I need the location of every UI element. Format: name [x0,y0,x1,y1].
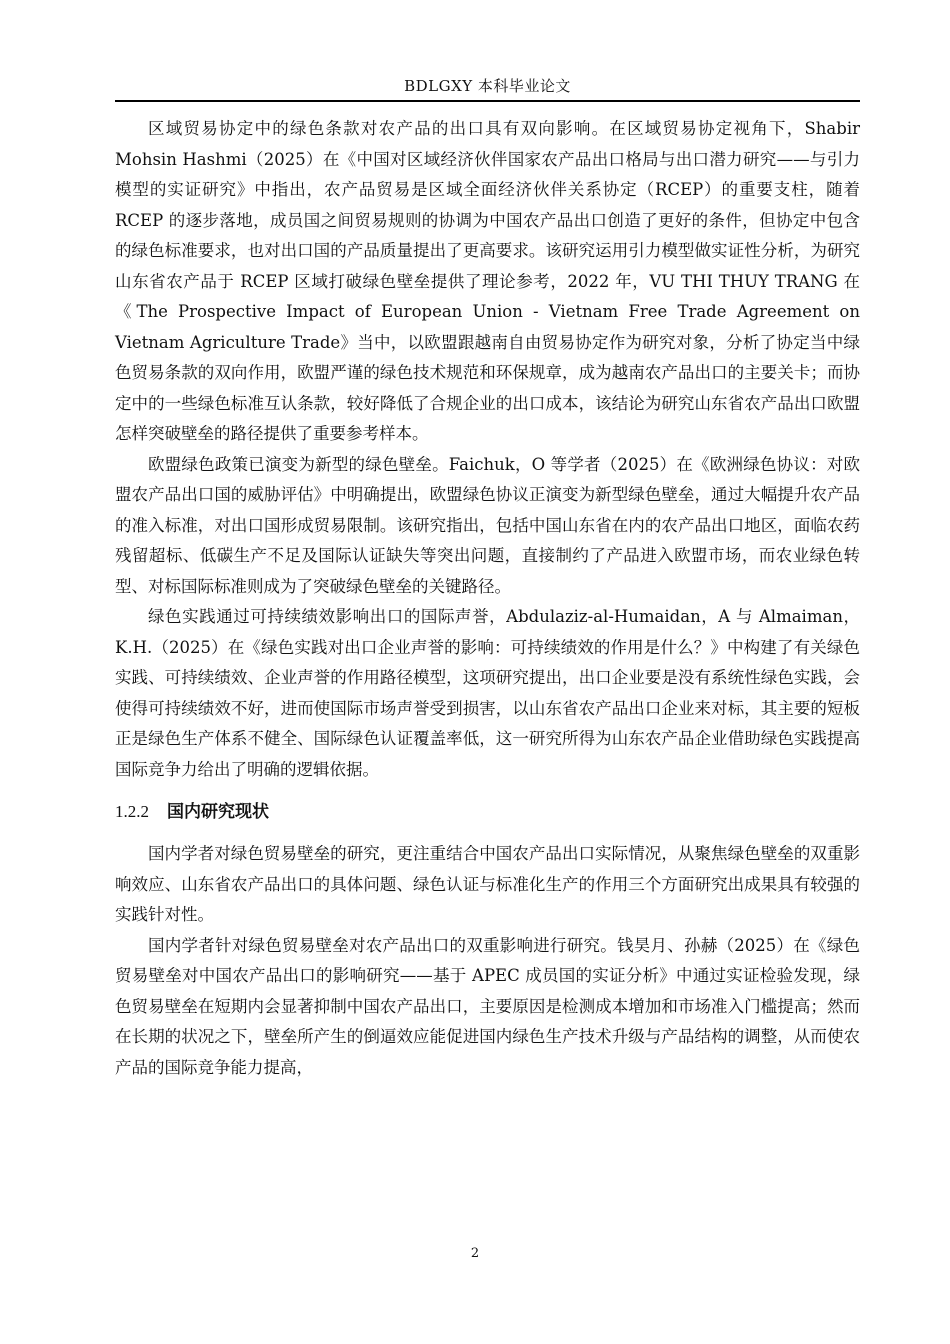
paragraph-green-practice: 绿色实践通过可持续绩效影响出口的国际声誉，Abdulaziz-al-Humaidan，A 与 Almaiman，K.H.（2025）在《绿色实践对出口企业声誉的影响：可持续绩效的作用是什么？》中构建了有关绿色实践、可持续绩效、企业声誉的作用路径模型，这项研究提出，出口企业要是没有系统性绿色实践，会使得可持续绩效不好，进而使国际市场声誉受到损害，以山东省农产品出口企业来对标，其主要的短板正是绿色生产体系不健全、国际绿色认证覆盖率低，这一研究所得为山东农产品企业借助绿色实践提高国际竞争力给出了明确的逻辑依据。 [115,607,860,779]
header-divider [115,100,860,102]
section-heading [115,797,860,827]
running-header: BDLGXY 本科毕业论文 [404,77,571,95]
paragraph-eu-green-policy: 欧盟绿色政策已演变为新型的绿色壁垒。Faichuk，O 等学者（2025）在《欧洲绿色协议：对欧盟农产品出口国的威胁评估》中明确提出，欧盟绿色协议正演变为新型绿色壁垒，通过大幅提升农产品的准入标准，对出口国形成贸易限制。该研究指出，包括中国山东省在内的农产品出口地区，面临农药残留超标、低碳生产不足及国际认证缺失等突出问题，直接制约了产品进入欧盟市场，而农业绿色转型、对标国际标准则成为了突破绿色壁垒的关键路径。 [115,454,860,596]
section-number: 1.2.2 [115,802,149,821]
paragraph-dual-impact: 国内学者针对绿色贸易壁垒对农产品出口的双重影响进行研究。钱昊月、孙赫（2025）在《绿色贸易壁垒对中国农产品出口的影响研究——基于 APEC 成员国的实证分析》中通过实证检验发现，绿色贸易壁垒在短期内会显著抑制中国农产品出口，主要原因是检测成本增加和市场准入门槛提高；然而在长期的状况之下，壁垒所产生的倒逼效应能促进国内绿色生产技术升级与产品结构的调整，从而使农产品的国际竞争能力提高， [115,935,860,1077]
section-title: 国内研究现状 [167,802,269,822]
page-body [115,114,860,1083]
page-number: 2 [470,1246,480,1261]
paragraph-regional-trade: 区域贸易协定中的绿色条款对农产品的出口具有双向影响。在区域贸易协定视角下，Shabir Mohsin Hashmi（2025）在《中国对区域经济伙伴国家农产品出口格局与出口潜力研究——与引力模型的实证研究》中指出，农产品贸易是区域全面经济伙伴关系协定（RCEP）的重要支柱，随着 RCEP 的逐步落地，成员国之间贸易规则的协调为中国农产品出口创造了更好的条件，但协定中包含的绿色标准要求，也对出口国的产品质量提出了更高要求。该研究运用引力模型做实证性分析，为研究山东省农产品于 RCEP 区域打破绿色壁垒提供了理论参考，2022 年，VU THI THUY TRANG 在《The Prospective Impact of European Union - Vietnam Free Trade Agreement on Vietnam Agriculture Trade》当中，以欧盟跟越南自由贸易协定作为研究对象，分析了协定当中绿色贸易条款的双向作用，欧盟严谨的绿色技术规范和环保规章，成为越南农产品出口的主要关卡；而协定中的一些绿色标准互认条款，较好降低了合规企业的出口成本，该结论为研究山东省农产品出口欧盟怎样突破壁垒的路径提供了重要参考样本。 [115,119,860,443]
paragraph-domestic-overview: 国内学者对绿色贸易壁垒的研究，更注重结合中国农产品出口实际情况，从聚焦绿色壁垒的双重影响效应、山东省农产品出口的具体问题、绿色认证与标准化生产的作用三个方面研究出成果具有较强的实践针对性。 [115,844,860,924]
